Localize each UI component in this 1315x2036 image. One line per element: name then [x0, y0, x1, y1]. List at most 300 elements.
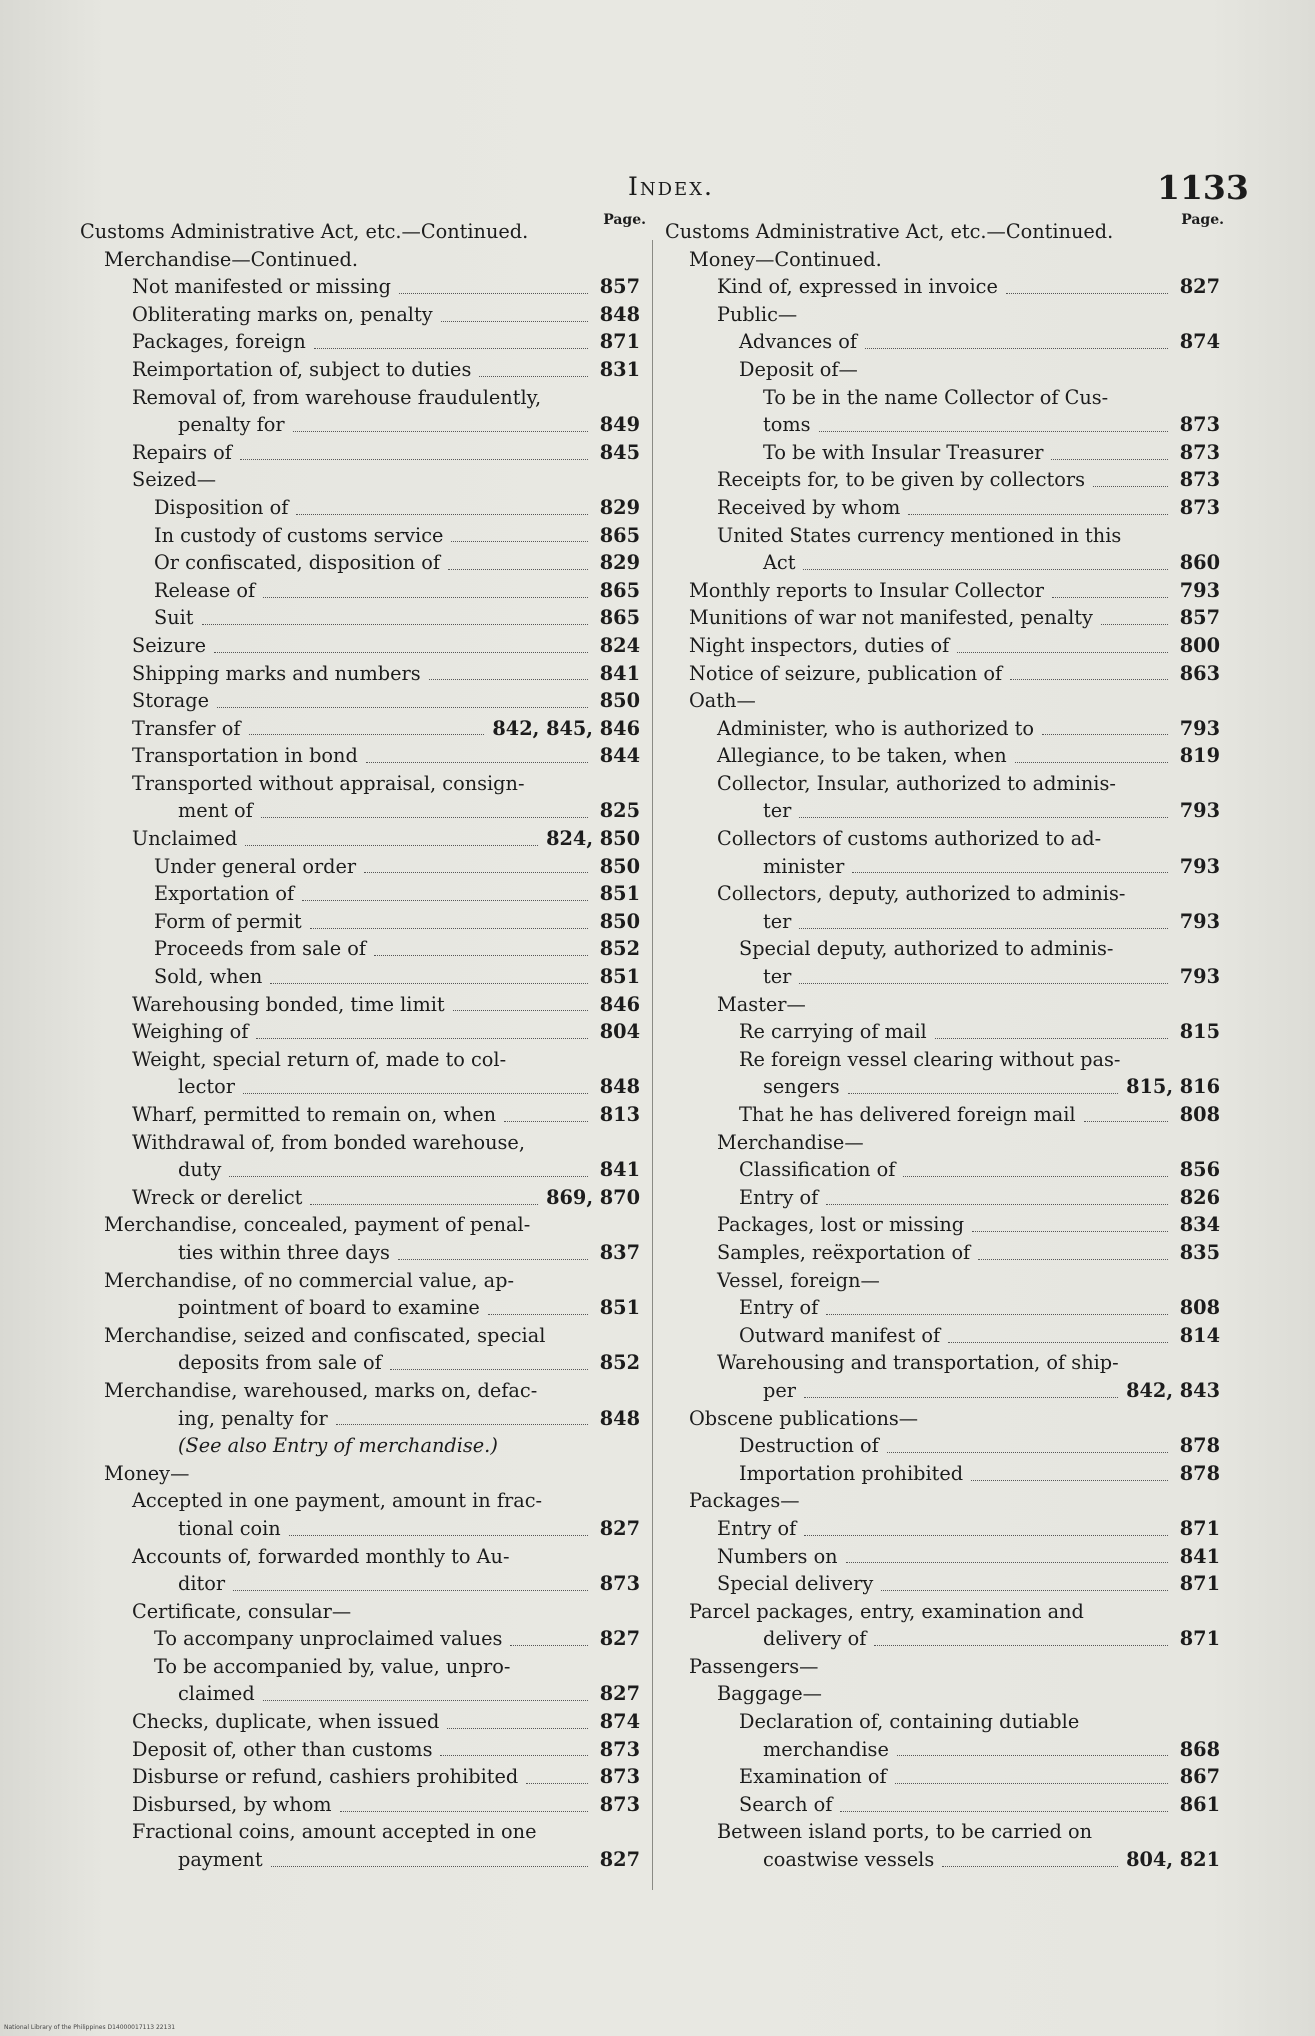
index-entry-page: 873: [599, 1572, 640, 1596]
index-entry: [665, 1653, 1220, 1681]
index-entry-text: To accompany unproclaimed values: [154, 1627, 503, 1651]
page-column-label: Page.: [1181, 212, 1224, 228]
index-entry-page: 873: [1179, 413, 1220, 437]
index-entry-text: Not manifested or missing: [132, 275, 391, 299]
index-entry-page: 845: [599, 440, 640, 464]
index-entry-text: Wreck or derelict: [132, 1185, 303, 1209]
index-entry-text: Collectors of customs authorized to ad-: [717, 827, 1102, 851]
index-entry-page: 850: [599, 909, 640, 933]
index-entry-page: 827: [599, 1848, 640, 1872]
index-entry-text: Accepted in one payment, amount in frac-: [132, 1489, 543, 1513]
leader-dots: [289, 1534, 588, 1536]
index-entry-text: Transfer of: [132, 716, 241, 740]
index-entry-page: 873: [599, 1792, 640, 1816]
index-entry-text: Money—: [104, 1461, 190, 1485]
leader-dots: [243, 1092, 588, 1094]
index-entry-text: That he has delivered foreign mail: [739, 1103, 1076, 1126]
index-entry: [80, 1239, 640, 1267]
index-entry: [80, 825, 640, 853]
index-entry-text: Public—: [717, 302, 798, 326]
leader-dots: [479, 375, 588, 377]
index-entry: [665, 853, 1220, 881]
index-entry: [80, 1460, 640, 1488]
index-entry-text: Customs Administrative Act, etc.—Continued.: [80, 220, 529, 243]
page-number: 1133: [1157, 168, 1249, 207]
index-entry-text: United States currency mentioned in this: [717, 523, 1122, 547]
index-entry-page: 819: [1179, 744, 1220, 768]
leader-dots: [1051, 458, 1168, 460]
leader-dots: [240, 458, 588, 460]
index-entry: [665, 1294, 1220, 1322]
index-entry: [665, 742, 1220, 770]
index-entry-text: Search of: [739, 1792, 833, 1816]
index-entry-text: duty: [178, 1158, 222, 1182]
index-entry-text: Advances of: [739, 330, 858, 354]
index-entry: [80, 853, 640, 881]
index-entry-page: 842, 845, 846: [492, 716, 640, 740]
index-entry-text: Reimportation of, subject to duties: [132, 357, 472, 381]
index-column-right: [665, 212, 1224, 1874]
index-entry: [665, 825, 1220, 853]
leader-dots: [971, 1479, 1168, 1481]
leader-dots: [249, 733, 485, 735]
index-entry-text: Wharf, permitted to remain on, when: [132, 1103, 497, 1126]
index-entry: [665, 687, 1220, 715]
index-entry-page: 829: [599, 551, 640, 575]
index-entry: [80, 908, 640, 936]
index-entry-page: 878: [1179, 1461, 1220, 1485]
index-entry-text: Merchandise, warehoused, marks on, defac-: [104, 1378, 538, 1402]
leader-dots: [881, 1589, 1168, 1591]
index-entry-text: Numbers on: [717, 1544, 838, 1568]
index-entry-page: 873: [1179, 440, 1220, 464]
index-entry-page: 865: [599, 606, 640, 630]
index-entry-page: 873: [599, 1737, 640, 1761]
index-entry-text: Obliterating marks on, penalty: [132, 302, 433, 326]
index-entry-page: 867: [1179, 1765, 1220, 1789]
index-entry-text: Night inspectors, duties of: [689, 633, 950, 657]
leader-dots: [399, 292, 588, 294]
index-entry: [80, 246, 640, 274]
index-entry-text: Importation prohibited: [739, 1461, 964, 1485]
index-entry: [80, 1405, 640, 1433]
index-entry-text: Withdrawal of, from bonded warehouse,: [132, 1130, 525, 1154]
index-entry: [80, 715, 640, 743]
index-entry-text: Notice of seizure, publication of: [689, 661, 1003, 685]
leader-dots: [453, 1009, 588, 1011]
index-entry-page: 851: [599, 1296, 640, 1320]
index-entry-page: 800: [1179, 633, 1220, 657]
index-entry: [665, 328, 1220, 356]
index-entry: [665, 1073, 1220, 1101]
leader-dots: [908, 513, 1168, 515]
leader-dots: [429, 678, 588, 680]
leader-dots: [852, 871, 1168, 873]
index-entry-text: Storage: [132, 689, 210, 713]
index-entry-page: 829: [599, 495, 640, 519]
index-entry: [80, 1432, 640, 1460]
index-entry: [80, 328, 640, 356]
index-entry: [665, 577, 1220, 605]
leader-dots: [1015, 761, 1168, 763]
index-entry: [80, 1515, 640, 1543]
index-entry: [665, 1322, 1220, 1350]
index-entry: [80, 1487, 640, 1515]
index-entry: [80, 1543, 640, 1571]
index-entry: [665, 411, 1220, 439]
leader-dots: [1042, 733, 1168, 735]
index-entry-text: Seizure: [132, 633, 206, 657]
index-entry-text: Packages, lost or missing: [717, 1213, 965, 1237]
index-entry-text: Merchandise, concealed, payment of penal-: [104, 1213, 531, 1237]
index-entry: [665, 1349, 1220, 1377]
index-entry: [665, 880, 1220, 908]
index-entry-page: 863: [1179, 661, 1220, 685]
index-entry-text: Disburse or refund, cashiers prohibited: [132, 1765, 519, 1789]
leader-dots: [803, 568, 1168, 570]
index-entry-text: Transportation in bond: [132, 744, 358, 768]
leader-dots: [897, 1754, 1168, 1756]
index-entry-page: 846: [599, 992, 640, 1016]
index-entry-list: [665, 218, 1220, 1874]
index-entry-page: 873: [1179, 495, 1220, 519]
index-entry: [80, 384, 640, 412]
leader-dots: [942, 1865, 1118, 1867]
index-column-left: [80, 212, 646, 1874]
index-entry-page: 815, 816: [1126, 1075, 1220, 1099]
index-entry-page: 793: [1179, 578, 1220, 602]
index-entry: [80, 439, 640, 467]
index-entry: [665, 301, 1220, 329]
index-entry-text: payment: [178, 1848, 263, 1872]
index-entry-page: 793: [1179, 965, 1220, 989]
index-entry-text: Obscene publications—: [689, 1406, 919, 1430]
leader-dots: [336, 1423, 588, 1425]
index-entry-text: ter: [763, 909, 792, 933]
index-entry: [665, 604, 1220, 632]
index-entry: [80, 1736, 640, 1764]
index-entry-page: 871: [599, 330, 640, 354]
leader-dots: [895, 1782, 1168, 1784]
leader-dots: [314, 347, 588, 349]
index-entry-text: Munitions of war not manifested, penalty: [689, 606, 1093, 630]
index-entry: [80, 218, 640, 246]
index-entry-text: Disbursed, by whom: [132, 1792, 332, 1816]
index-entry-page: 793: [1179, 799, 1220, 823]
index-entry-text: toms: [763, 413, 811, 437]
leader-dots: [366, 761, 588, 763]
index-entry-text: sengers: [763, 1075, 840, 1099]
index-entry: [80, 1846, 640, 1874]
leader-dots: [1101, 623, 1168, 625]
leader-dots: [935, 1037, 1168, 1039]
leader-dots: [440, 1754, 588, 1756]
index-entry-page: 871: [1179, 1516, 1220, 1540]
index-entry-page: 868: [1179, 1737, 1220, 1761]
index-entry-text: Merchandise—: [717, 1130, 864, 1154]
index-entry: [80, 1763, 640, 1791]
index-entry-text: Fractional coins, amount accepted in one: [132, 1820, 537, 1844]
leader-dots: [364, 871, 588, 873]
leader-dots: [526, 1782, 588, 1784]
index-entry-page: 793: [1179, 909, 1220, 933]
index-entry: [665, 632, 1220, 660]
index-entry: [80, 1211, 640, 1239]
index-entry-text: Monthly reports to Insular Collector: [689, 578, 1045, 602]
index-entry-page: 813: [599, 1103, 640, 1126]
index-entry-text: Outward manifest of: [739, 1323, 941, 1347]
leader-dots: [441, 320, 588, 322]
index-entry-text: lector: [178, 1075, 235, 1099]
index-entry-page: 850: [599, 689, 640, 713]
index-entry: [80, 301, 640, 329]
index-entry-page: 849: [599, 413, 640, 437]
leader-dots: [310, 1203, 538, 1205]
index-entry-text: Kind of, expressed in invoice: [717, 275, 998, 299]
index-entry-page: 804: [599, 1020, 640, 1044]
index-entry: [665, 715, 1220, 743]
index-entry-text: Re carrying of mail: [739, 1020, 927, 1044]
index-entry: [665, 1129, 1220, 1157]
index-entry: [80, 935, 640, 963]
index-entry: [80, 466, 640, 494]
index-entry-text: Passengers—: [689, 1654, 819, 1678]
index-entry-page: 850: [599, 854, 640, 878]
index-entry-text: Re foreign vessel clearing without pas-: [739, 1047, 1121, 1071]
index-entry: [665, 1211, 1220, 1239]
leader-dots: [302, 899, 588, 901]
index-entry-page: 844: [599, 744, 640, 768]
index-entry: [665, 1377, 1220, 1405]
leader-dots: [245, 844, 538, 846]
leader-dots: [1093, 485, 1168, 487]
index-entry-text: Entry of: [739, 1185, 819, 1209]
index-entry: [80, 1570, 640, 1598]
index-entry-page: 824, 850: [546, 827, 640, 851]
index-entry-page: 857: [599, 275, 640, 299]
index-entry-page: 874: [599, 1710, 640, 1734]
index-entry: [665, 549, 1220, 577]
leader-dots: [233, 1589, 588, 1591]
index-entry: [665, 1708, 1220, 1736]
leader-dots: [1010, 678, 1168, 680]
page-header-title: Index.: [628, 172, 714, 201]
leader-dots: [261, 816, 588, 818]
index-entry: [80, 1184, 640, 1212]
index-entry-page: 793: [1179, 854, 1220, 878]
index-entry-text: In custody of customs service: [154, 523, 444, 547]
leader-dots: [799, 816, 1168, 818]
index-entry: [80, 411, 640, 439]
index-entry-text: Disposition of: [154, 495, 289, 519]
leader-dots: [1052, 596, 1168, 598]
index-entry-text: Suit: [154, 606, 194, 630]
index-entry: [665, 935, 1220, 963]
index-entry: [80, 1598, 640, 1626]
index-entry: [80, 356, 640, 384]
leader-dots: [398, 1258, 588, 1260]
index-entry-text: Collectors, deputy, authorized to adminis-: [717, 882, 1126, 906]
index-entry: [665, 384, 1220, 412]
index-entry-text: minister: [763, 854, 845, 878]
index-entry-page: 841: [1179, 1544, 1220, 1568]
index-entry-page: 860: [1179, 551, 1220, 575]
index-entry-text: Weighing of: [132, 1020, 249, 1044]
leader-dots: [1006, 292, 1168, 294]
leader-dots: [799, 982, 1168, 984]
index-entry: [80, 1322, 640, 1350]
index-entry-page: 851: [599, 965, 640, 989]
index-entry: [665, 439, 1220, 467]
leader-dots: [270, 982, 588, 984]
index-entry-page: 856: [1179, 1158, 1220, 1182]
leader-dots: [448, 568, 588, 570]
index-entry: [665, 1156, 1220, 1184]
leader-dots: [447, 1727, 588, 1729]
index-entry-text: Under general order: [154, 854, 357, 878]
index-entry-text: Merchandise—Continued.: [104, 247, 359, 271]
index-entry-page: 851: [599, 882, 640, 906]
index-entry-page: 857: [1179, 606, 1220, 630]
index-entry-text: deposits from sale of: [178, 1351, 382, 1375]
index-entry-page: 848: [599, 302, 640, 326]
index-entry-page: 852: [599, 937, 640, 961]
index-entry: [80, 1156, 640, 1184]
leader-dots: [390, 1368, 588, 1370]
index-entry: [80, 1680, 640, 1708]
index-entry: [665, 466, 1220, 494]
index-entry-text: ter: [763, 965, 792, 989]
index-entry-text: tional coin: [178, 1516, 281, 1540]
index-entry: [80, 963, 640, 991]
index-entry-text: Receipts for, to be given by collectors: [717, 468, 1086, 492]
index-entry-text: Seized—: [132, 468, 216, 492]
leader-dots: [948, 1341, 1168, 1343]
index-entry-text: Shipping marks and numbers: [132, 661, 421, 685]
index-entry: [665, 1598, 1220, 1626]
index-entry: [665, 1460, 1220, 1488]
index-entry-text: Classification of: [739, 1158, 896, 1182]
index-entry-text: ditor: [178, 1572, 226, 1596]
index-entry-page: 831: [599, 357, 640, 381]
index-entry-text: Customs Administrative Act, etc.—Continued.: [665, 220, 1114, 243]
index-entry-page: 827: [599, 1627, 640, 1651]
index-entry: [80, 1653, 640, 1681]
index-entry-text: merchandise: [763, 1737, 889, 1761]
leader-dots: [887, 1451, 1168, 1453]
column-divider: [652, 240, 653, 1890]
index-entry-text: Form of permit: [154, 909, 302, 933]
index-entry-page: 827: [1179, 275, 1220, 299]
index-entry: [665, 1570, 1220, 1598]
leader-dots: [271, 1865, 588, 1867]
leader-dots: [826, 1203, 1168, 1205]
leader-dots: [293, 430, 588, 432]
leader-dots: [214, 651, 588, 653]
index-entry-text: Transported without appraisal, consign-: [132, 771, 525, 795]
index-entry: [665, 522, 1220, 550]
index-entry-text: Allegiance, to be taken, when: [717, 744, 1007, 768]
index-entry: [665, 770, 1220, 798]
scan-footer-note: National Library of the Philippines D14000017113 22131: [4, 2024, 176, 2031]
leader-dots: [865, 347, 1168, 349]
index-entry: [665, 246, 1220, 274]
index-entry-text: ing, penalty for: [178, 1406, 328, 1430]
index-entry: [80, 1377, 640, 1405]
index-entry-page: 852: [599, 1351, 640, 1375]
index-entry-page: 804, 821: [1126, 1848, 1220, 1872]
index-entry-text: penalty for: [178, 413, 285, 437]
index-entry: [80, 577, 640, 605]
index-entry: [665, 1487, 1220, 1515]
index-entry: [665, 1625, 1220, 1653]
index-entry-page: 841: [599, 661, 640, 685]
index-entry-text: To be with Insular Treasurer: [763, 440, 1044, 464]
index-entry-text: Proceeds from sale of: [154, 937, 366, 961]
index-entry-text: Release of: [154, 578, 256, 602]
index-entry-text: Money—Continued.: [689, 247, 882, 271]
index-entry: [80, 1625, 640, 1653]
index-entry-text: ter: [763, 799, 792, 823]
leader-dots: [310, 927, 588, 929]
index-entry-text: Samples, reëxportation of: [717, 1240, 971, 1264]
index-entry-page: 834: [1179, 1213, 1220, 1237]
index-entry-text: Sold, when: [154, 965, 263, 989]
leader-dots: [804, 1534, 1168, 1536]
index-entry: [665, 660, 1220, 688]
index-entry-page: 835: [1179, 1240, 1220, 1264]
index-entry-page: 861: [1179, 1792, 1220, 1816]
index-entry-text: Certificate, consular—: [132, 1599, 352, 1623]
index-entry-page: 848: [599, 1075, 640, 1099]
index-entry: [665, 1543, 1220, 1571]
leader-dots: [972, 1230, 1168, 1232]
index-entry-page: 808: [1179, 1103, 1220, 1126]
index-entry-text: Master—: [717, 992, 806, 1016]
index-entry-text: Repairs of: [132, 440, 232, 464]
index-entry-text: Received by whom: [717, 495, 901, 519]
index-entry-text: Oath—: [689, 689, 756, 713]
index-entry: [665, 991, 1220, 1019]
index-entry-text: (See also Entry of merchandise.): [178, 1434, 498, 1458]
index-entry: [80, 604, 640, 632]
index-entry-text: Unclaimed: [132, 827, 238, 851]
index-entry-page: 826: [1179, 1185, 1220, 1209]
index-entry: [665, 1515, 1220, 1543]
index-entry-page: 865: [599, 578, 640, 602]
index-entry-text: coastwise vessels: [763, 1848, 935, 1872]
index-entry: [665, 1432, 1220, 1460]
index-entry-page: 793: [1179, 716, 1220, 740]
leader-dots: [374, 954, 588, 956]
index-entry-text: Special deputy, authorized to adminis-: [739, 937, 1114, 961]
index-entry-text: Destruction of: [739, 1434, 879, 1458]
index-entry-page: 824: [599, 633, 640, 657]
index-entry-text: Exportation of: [154, 882, 295, 906]
leader-dots: [504, 1120, 588, 1122]
index-entry: [665, 1239, 1220, 1267]
index-entry: [80, 991, 640, 1019]
index-entry-text: Deposit of, other than customs: [132, 1737, 433, 1761]
leader-dots: [340, 1810, 588, 1812]
leader-dots: [217, 706, 588, 708]
index-entry-list: [80, 218, 640, 1874]
index-entry-text: Declaration of, containing dutiable: [739, 1710, 1080, 1734]
index-entry: [665, 963, 1220, 991]
index-entry-text: claimed: [178, 1682, 255, 1706]
index-entry-page: 871: [1179, 1572, 1220, 1596]
index-entry-text: ties within three days: [178, 1240, 390, 1264]
